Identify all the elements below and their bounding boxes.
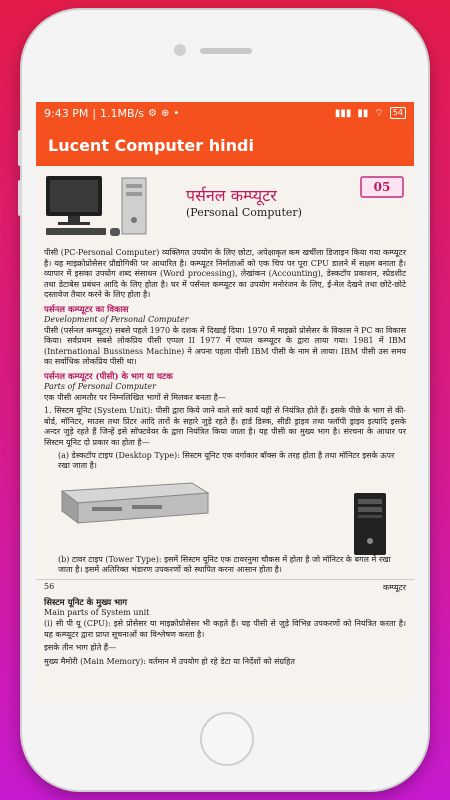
screen — [36, 102, 414, 702]
more-icon: • — [173, 107, 180, 119]
memory-paragraph: मुख्य मैमोरी (Main Memory): वर्तमान में उपयोग हो रहे डेटा या निर्देशों को संग्रहित — [44, 656, 295, 666]
battery-icon: 54 — [390, 107, 406, 119]
section-heading: पर्सनल कम्प्यूटर (पीसी) के भाग या घटक — [44, 371, 173, 382]
tower-type-text: (b) टावर टाइप (Tower Type): इसमें सिस्टम यूनिट एक टावरनुमा चौकस में होता है जो मॉनिटर के बगल में रखा जाता है। इसमें अतिरिक्त भंडारण उपकरणों को स्थापित करना आसान होता है। — [58, 555, 391, 574]
status-bar — [36, 102, 414, 124]
cpu-parts-text: इसके तीन भाग होते हैं— — [44, 643, 117, 652]
chapter-number-badge: 05 — [360, 176, 404, 198]
parts-intro: एक पीसी आमतौर पर निम्नलिखित भागों से मिलकर बनता है— — [44, 392, 226, 402]
chapter-title: पर्सनल कम्प्यूटर — [186, 186, 277, 205]
volume-button — [18, 180, 22, 216]
section-heading-en: Main parts of System unit — [44, 608, 150, 617]
status-time: 9:43 PM — [44, 106, 89, 120]
app-title: Lucent Computer hindi — [48, 135, 254, 155]
chapter-header — [36, 166, 414, 248]
section-heading: सिस्टम यूनिट के मुख्य भाग — [44, 598, 128, 608]
system-unit-paragraph: 1. सिस्टम यूनिट (System Unit): पीसी द्वारा किये जाने वाले सारे कार्य यहीं से नियंत्रित होते हैं। इसके पीछे के भाग से की-बोर्ड, मॉनिटर, माउस तथा प्रिंटर आदि तारों के सहारे जुड़े रहते हैं। हार्ड डिस्क, सीडी ड्राइव तथा फ्लॉपी ड्राइव इत्यादि इसके अन्दर जुड़े रहते हैं जिन्हें इसे सॉफ्टवेयर के द्वारा नियंत्रित किया जाता है। यह पीसी का मुख्य भाग है। संरचना के आधार पर सिस्टम यूनिट दो प्रकार का होता है— — [44, 406, 406, 447]
desktop-type-text: (a) डेस्कटॉप टाइप (Desktop Type): सिस्टम यूनिट एक वर्गाकार बॉक्स के तरह होता है तथा मॉनिटर इसके ऊपर रखा जाता है। — [58, 451, 395, 470]
section-heading: पर्सनल कम्प्यूटर का विकास — [44, 304, 129, 315]
page-number: 56 — [44, 582, 55, 591]
notification-icon: ⊕ — [160, 107, 170, 119]
tower-unit-illustration — [352, 491, 388, 557]
computer-illustration — [42, 172, 152, 242]
intro-paragraph: पीसी (PC-Personal Computer) व्यक्तिगत उपयोग के लिए छोटा, अपेक्षाकृत कम खर्चीला डिजाइन किया गया कम्प्यूटर है। यह माइक्रोप्रोसेसर प्रौद्योगिकी पर आधारित है। कम्प्यूटर निर्माताओं को एक चिप पर पूरा CPU डालने में सक्षम बनाता है। व्यापार में इसका उपयोग शब्द संसाधन (Word processing), लेखांकन (Accounting), डेस्कटॉप प्रकाशन, स्प्रेडशीट तथा डेटाबेस प्रबंधन आदि के लिए होता है। घर में पर्सनल कम्प्यूटर का उपयोग मनोरंजन के लिए, ई-मेल देखने तथा छोटे-छोटे दस्तावेज तैयार करने के लिए होता है। — [44, 248, 406, 299]
section-heading-en: Development of Personal Computer — [44, 314, 189, 324]
signal-icon: ▮▮ — [357, 107, 369, 119]
status-speed: 1.1MB/s — [100, 106, 145, 120]
book-page[interactable] — [36, 166, 414, 702]
running-head: कम्प्यूटर — [382, 583, 406, 592]
wifi-icon: ⌔ — [374, 107, 384, 119]
cpu-paragraph: (i) सी पी यू (CPU): इसे प्रोसेसर या माइक्रोप्रोसेसर भी कहते हैं। यह पीसी से जुड़े विभिन्न उपकरणों को नियंत्रित करता है। यह कम्प्यूटर द्वारा प्राप्त सूचनाओं का विश्लेषण करता है। — [44, 619, 406, 639]
figure-row — [36, 473, 414, 555]
notification-icon: ⚙ — [148, 107, 157, 119]
chapter-subtitle: (Personal Computer) — [186, 206, 302, 219]
front-camera — [174, 44, 186, 56]
volume-button — [18, 130, 22, 166]
page-footer — [36, 579, 414, 595]
home-button[interactable] — [200, 712, 254, 766]
phone-frame — [22, 10, 428, 790]
desktop-unit-illustration — [52, 477, 212, 527]
signal-icon: ▮▮▮ — [334, 107, 352, 119]
app-bar — [36, 124, 414, 166]
development-paragraph: पीसी (पर्सनल कम्प्यूटर) सबसे पहले 1970 के दशक में दिखाई दिया। 1970 में माइक्रो प्रोसेसर के विकास ने PC का विकास किया। सर्वप्रथम सबसे लोकप्रिय पीसी एप्पल II 1977 में एप्पल कम्प्यूटर के द्वारा लाया गया। 1981 में IBM (International Bussiness Machine) ने अपना पहला पीसी IBM पीसी के नाम से लाया। IBM पीसी उस समय का सर्वाधिक लोकप्रिय पीसी था। — [44, 325, 406, 366]
status-separator: | — [92, 106, 97, 120]
section-heading-en: Parts of Personal Computer — [44, 381, 156, 391]
speaker-grille — [200, 48, 252, 54]
